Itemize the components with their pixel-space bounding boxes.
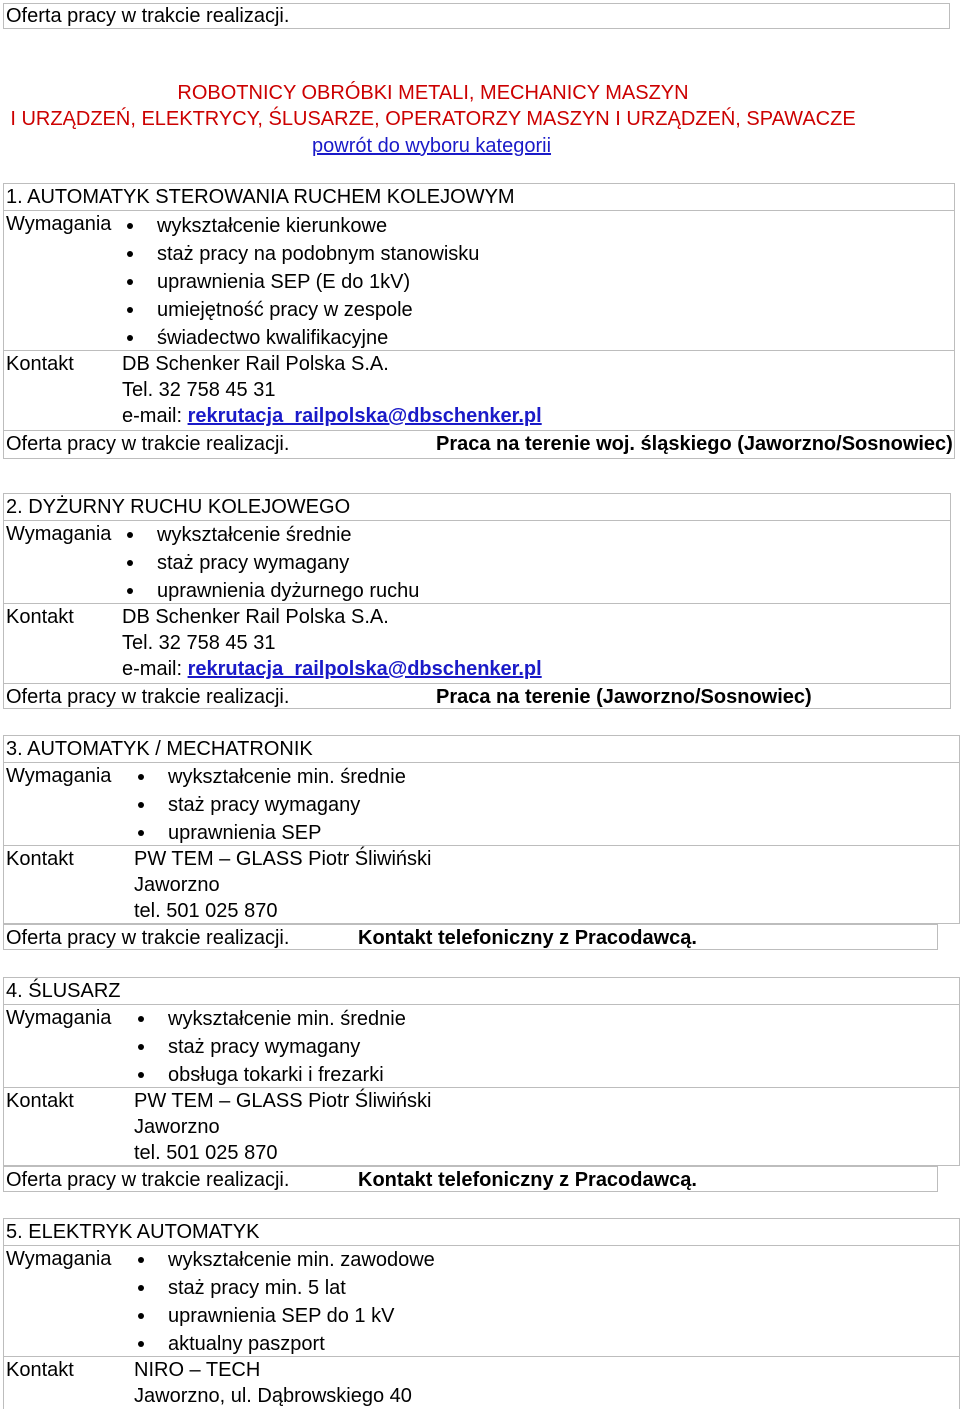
requirement-item: wykształcenie min. średnie [168, 1005, 406, 1033]
contact-phone: Tel. 32 758 45 31 [122, 632, 276, 654]
offer-4-requirements-label: Wymagania [6, 1007, 112, 1029]
offer-2-requirements-list [157, 521, 419, 605]
top-status-text: Oferta pracy w trakcie realizacji. [6, 5, 290, 27]
offer-2-contact-block [122, 604, 542, 682]
offer-1-contact-label: Kontakt [6, 353, 74, 375]
offer-1-requirements-label: Wymagania [6, 213, 112, 235]
offer-5-title: 5. ELEKTRYK AUTOMATYK [6, 1221, 260, 1243]
contact-email-label: e-mail: [122, 658, 188, 680]
offer-3-divider [3, 762, 960, 763]
offer-2-requirements-label: Wymagania [6, 523, 112, 545]
requirement-item: wykształcenie średnie [157, 521, 419, 549]
offer-4-requirements-list [168, 1005, 406, 1089]
requirement-item: uprawnienia SEP [168, 819, 406, 847]
offer-1-divider [3, 210, 955, 211]
offer-2-status: Oferta pracy w trakcie realizacji. [6, 686, 290, 708]
requirement-item: staż pracy wymagany [168, 1033, 406, 1061]
requirement-item: świadectwo kwalifikacyjne [157, 324, 479, 352]
contact-address: Jaworzno, ul. Dąbrowskiego 40 [134, 1385, 412, 1407]
offer-5-contact-block [134, 1357, 412, 1409]
contact-email-label: e-mail: [122, 405, 188, 427]
contact-email-link[interactable]: rekrutacja_railpolska@dbschenker.pl [187, 405, 542, 427]
offer-3-note: Kontakt telefoniczny z Pracodawcą. [358, 927, 697, 949]
offer-4-title: 4. ŚLUSARZ [6, 980, 121, 1002]
offer-3-title: 3. AUTOMATYK / MECHATRONIK [6, 738, 313, 760]
requirement-item: staż pracy na podobnym stanowisku [157, 240, 479, 268]
contact-company: DB Schenker Rail Polska S.A. [122, 606, 389, 628]
requirement-item: staż pracy wymagany [168, 791, 406, 819]
offer-5-contact-label: Kontakt [6, 1359, 74, 1381]
offer-2-divider [3, 520, 951, 521]
category-heading-line2: I URZĄDZEŃ, ELEKTRYCY, ŚLUSARZE, OPERATORZY MASZYN I URZĄDZEŃ, SPAWACZE [10, 108, 856, 130]
requirement-item: aktualny paszport [168, 1330, 435, 1358]
contact-email-link[interactable]: rekrutacja_railpolska@dbschenker.pl [187, 658, 542, 680]
back-to-categories-link[interactable]: powrót do wyboru kategorii [312, 135, 552, 157]
offer-1-requirements-list [157, 212, 479, 352]
offer-5-divider [3, 1245, 960, 1246]
contact-phone: Tel. 32 758 45 31 [122, 379, 276, 401]
offer-3-requirements-label: Wymagania [6, 765, 112, 787]
contact-email-row [122, 403, 542, 429]
contact-company: NIRO – TECH [134, 1359, 261, 1381]
offer-4-contact-block [134, 1088, 431, 1166]
requirement-item: umiejętność pracy w zespole [157, 296, 479, 324]
requirement-item: wykształcenie min. średnie [168, 763, 406, 791]
offer-1-note: Praca na terenie woj. śląskiego (Jaworzno/Sosnowiec) [436, 433, 953, 455]
requirement-item: staż pracy min. 5 lat [168, 1274, 435, 1302]
contact-city: Jaworzno [134, 1116, 220, 1138]
category-heading-line1: ROBOTNICY OBRÓBKI METALI, MECHANICY MASZYN [177, 82, 689, 104]
offer-3-status: Oferta pracy w trakcie realizacji. [6, 927, 290, 949]
requirement-item: wykształcenie min. zawodowe [168, 1246, 435, 1274]
requirement-item: uprawnienia dyżurnego ruchu [157, 577, 419, 605]
offer-4-status: Oferta pracy w trakcie realizacji. [6, 1169, 290, 1191]
contact-phone: tel. 501 025 870 [134, 1142, 278, 1164]
requirement-item: staż pracy wymagany [157, 549, 419, 577]
offer-3-requirements-list [168, 763, 406, 847]
offer-5-requirements-list [168, 1246, 435, 1358]
requirement-item: uprawnienia SEP (E do 1kV) [157, 268, 479, 296]
contact-city: Jaworzno [134, 874, 220, 896]
requirement-item: uprawnienia SEP do 1 kV [168, 1302, 435, 1330]
offer-1-contact-block [122, 351, 542, 429]
offer-2-title: 2. DYŻURNY RUCHU KOLEJOWEGO [6, 496, 351, 518]
offer-3-contact-block [134, 846, 431, 924]
offer-5-requirements-label: Wymagania [6, 1248, 112, 1270]
offer-1-title: 1. AUTOMATYK STEROWANIA RUCHEM KOLEJOWYM [6, 186, 515, 208]
offer-1-status: Oferta pracy w trakcie realizacji. [6, 433, 290, 455]
offer-4-contact-label: Kontakt [6, 1090, 74, 1112]
contact-company: DB Schenker Rail Polska S.A. [122, 353, 389, 375]
contact-company: PW TEM – GLASS Piotr Śliwiński [134, 848, 432, 870]
offer-2-note: Praca na terenie (Jaworzno/Sosnowiec) [436, 686, 812, 708]
offer-4-divider [3, 1004, 960, 1005]
contact-phone: tel. 501 025 870 [134, 900, 278, 922]
offer-2-contact-label: Kontakt [6, 606, 74, 628]
offer-4-note: Kontakt telefoniczny z Pracodawcą. [358, 1169, 697, 1191]
requirement-item: obsługa tokarki i frezarki [168, 1061, 406, 1089]
requirement-item: wykształcenie kierunkowe [157, 212, 479, 240]
offer-3-contact-label: Kontakt [6, 848, 74, 870]
contact-company: PW TEM – GLASS Piotr Śliwiński [134, 1090, 432, 1112]
contact-email-row [122, 656, 542, 682]
